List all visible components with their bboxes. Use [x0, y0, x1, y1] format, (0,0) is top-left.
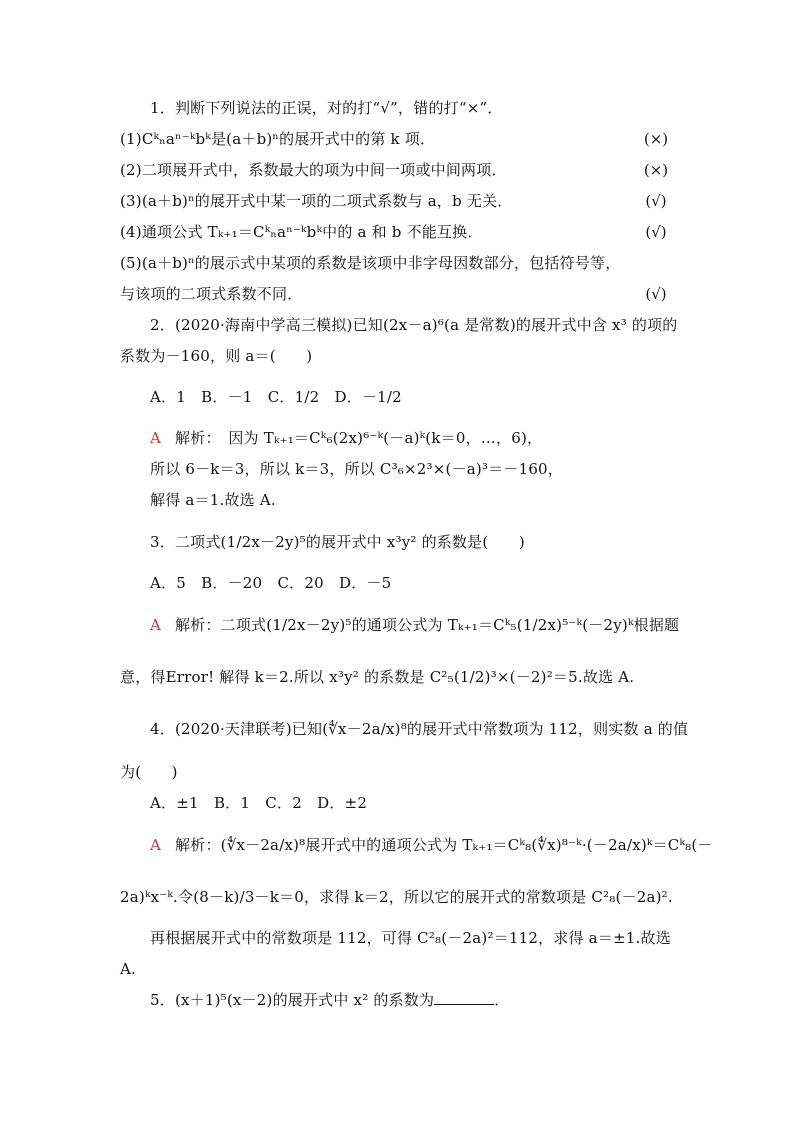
q4-stem-line1: 4．(2020·天津联考)已知(∜x－2a/x)⁸的展开式中常数项为 112，则实数 a 的值: [150, 720, 689, 738]
q4-solution-text: 解析：(∜x－2a/x)⁸展开式中的通项公式为 Tₖ₊₁＝Cᵏ₈(∜x)⁸⁻ᵏ·(－2a/x)ᵏ＝Cᵏ₈(－: [175, 836, 713, 854]
q2-solution-line3: 解得 a＝1.故选 A.: [150, 491, 276, 509]
q2-solution-line2: 所以 6－k＝3，所以 k＝3，所以 C³₆×2³×(－a)³＝－160，: [150, 460, 564, 478]
q3-solution-text: 解析：二项式(1/2x－2y)⁵的通项公式为 Tₖ₊₁＝Cᵏ₅(1/2x)⁵⁻ᵏ(－2y)ᵏ根据题: [175, 616, 680, 634]
q4-solution-line2: 2a)ᵏx⁻ᵏ.令(8－k)/3－k＝0，求得 k＝2，所以它的展开式的常数项是 C²₈(－2a)².: [120, 888, 673, 906]
q1-item-1-mark: (×): [643, 130, 669, 148]
q4-stem-line2: 为( ): [120, 763, 178, 781]
q1-item-5-mark: (√): [645, 285, 667, 303]
q4-options: A．±1 B．1 C．2 D．±2: [150, 794, 368, 812]
q3-stem: 3．二项式(1/2x－2y)⁵的展开式中 x³y² 的系数是( ): [150, 533, 525, 551]
q4-answer: A: [150, 836, 162, 854]
q5-stem: 5．(x＋1)⁵(x－2)的展开式中 x² 的系数为 ．: [150, 991, 510, 1009]
q1-item-3-mark: (√): [645, 192, 667, 210]
q4-solution-line3: 再根据展开式中的常数项是 112，可得 C²₈(－2a)²＝112，求得 a＝±1.故选: [150, 929, 671, 947]
q3-solution-line2: 意，得Error! 解得 k＝2.所以 x³y² 的系数是 C²₅(1/2)³×(－2)²＝5.故选 A.: [120, 668, 635, 686]
q4-solution-line1: [150, 835, 713, 855]
q2-stem-line2: 系数为－160，则 a＝( ): [120, 347, 313, 365]
q2-solution-line1: [150, 428, 710, 448]
q3-options: A．5 B．－20 C．20 D．－5: [150, 574, 392, 592]
q1-item-2-mark: (×): [643, 161, 669, 179]
q2-options: A．1 B．－1 C．1/2 D．－1/2: [150, 388, 402, 406]
q1-item-4: (4)通项公式 Tₖ₊₁＝Cᵏₙaⁿ⁻ᵏbᵏ中的 a 和 b 不能互换．: [120, 223, 483, 241]
q1-intro: 1．判断下列说法的正误，对的打“√”，错的打“×”．: [150, 99, 503, 117]
q3-solution-line1: [150, 615, 710, 635]
q2-solution-text: 解析： 因为 Tₖ₊₁＝Cᵏ₆(2x)⁶⁻ᵏ(－a)ᵏ(k＝0，…，6)，: [175, 429, 543, 447]
q1-item-2: (2)二项展开式中，系数最大的项为中间一项或中间两项．: [120, 161, 507, 179]
q3-answer: A: [150, 616, 162, 634]
q1-item-4-mark: (√): [645, 223, 667, 241]
q1-item-3: (3)(a＋b)ⁿ的展开式中某一项的二项式系数与 a，b 无关．: [120, 192, 513, 210]
q2-stem-line1: 2．(2020·海南中学高三模拟)已知(2x－a)⁶(a 是常数)的展开式中含 x³ 的项的: [150, 316, 678, 334]
q5-answer-blank[interactable]: [434, 990, 494, 1005]
q4-solution-line4: A.: [120, 960, 137, 978]
q1-item-5-line2: 与该项的二项式系数不同．: [120, 285, 303, 303]
q1-item-5-line1: (5)(a＋b)ⁿ的展示式中某项的系数是该项中非字母因数部分，包括符号等，: [120, 254, 621, 272]
q2-answer: A: [150, 429, 162, 447]
q1-item-1: (1)Cᵏₙaⁿ⁻ᵏbᵏ是(a＋b)ⁿ的展开式中的第 k 项．: [120, 130, 436, 148]
q5-stem-text: 5．(x＋1)⁵(x－2)的展开式中 x² 的系数为: [150, 991, 435, 1009]
